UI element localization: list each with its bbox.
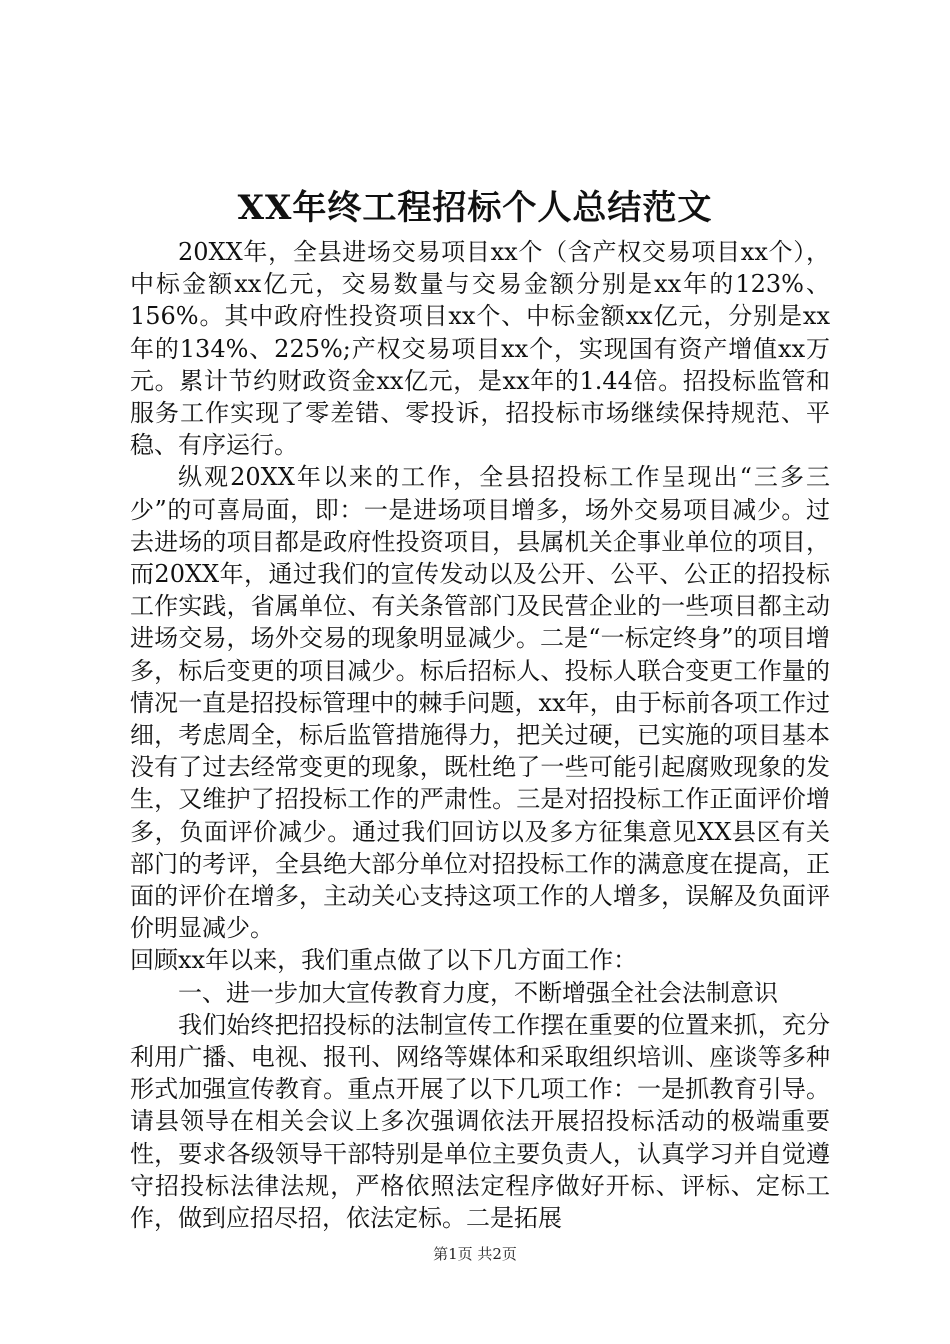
paragraph-summary: 20XX年，全县进场交易项目xx个（含产权交易项目xx个），中标金额xx亿元，交易数量与交易金额分别是xx年的123%、156%。其中政府性投资项目xx个、中标金额xx亿元，分别是xx年的134%、225%;产权交易项目xx个，实现国有资产增值xx万元。累计节约财政资金xx亿元，是xx年的1.44倍。招投标监管和服务工作实现了零差错、零投诉，招投标市场继续保持规范、平稳、有序运行。 [130,238,830,460]
document-title: XX年终工程招标个人总结范文 [237,188,713,228]
paragraph-publicity: 我们始终把招投标的法制宣传工作摆在重要的位置来抓，充分利用广播、电视、报刊、网络等媒体和采取组织培训、座谈等多种形式加强宣传教育。重点开展了以下几项工作：一是抓教育引导。请县领导在相关会议上多次强调依法开展招投标活动的极端重要性，要求各级领导干部特别是单位主要负责人，认真学习并自觉遵守招投标法律法规，严格依照法定程序做好开标、评标、定标工作，做到应招尽招，依法定标。二是拓展 [130,1010,830,1233]
paragraph-review-intro: 回顾xx年以来，我们重点做了以下几方面工作： [130,946,638,975]
paragraph-overview: 纵观20XX年以来的工作，全县招投标工作呈现出“三多三少”的可喜局面，即：一是进场项目增多，场外交易项目减少。过去进场的项目都是政府性投资项目，县属机关企事业单位的项目，而20XX年，通过我们的宣传发动以及公开、公平、公正的招投标工作实践，省属单位、有关条管部门及民营企业的一些项目都主动进场交易，场外交易的现象明显减少。二是“一标定终身”的项目增多，标后变更的项目减少。标后招标人、投标人联合变更工作量的情况一直是招投标管理中的棘手问题，xx年，由于标前各项工作过细，考虑周全，标后监管措施得力，把关过硬，已实施的项目基本没有了过去经常变更的现象，既杜绝了一些可能引起腐败现象的发生，又维护了招投标工作的严肃性。三是对招投标工作正面评价增多，负面评价减少。通过我们回访以及多方征集意见XX县区有关部门的考评，全县绝大部分单位对招投标工作的满意度在提高，正面的评价在增多，主动关心支持这项工作的人增多，误解及负面评价明显减少。 [130,463,830,943]
section-heading-1: 一、进一步加大宣传教育力度，不断增强全社会法制意识 [178,978,778,1007]
page-footer: 第1页 共2页 [433,1245,517,1263]
document-body [130,236,830,1234]
